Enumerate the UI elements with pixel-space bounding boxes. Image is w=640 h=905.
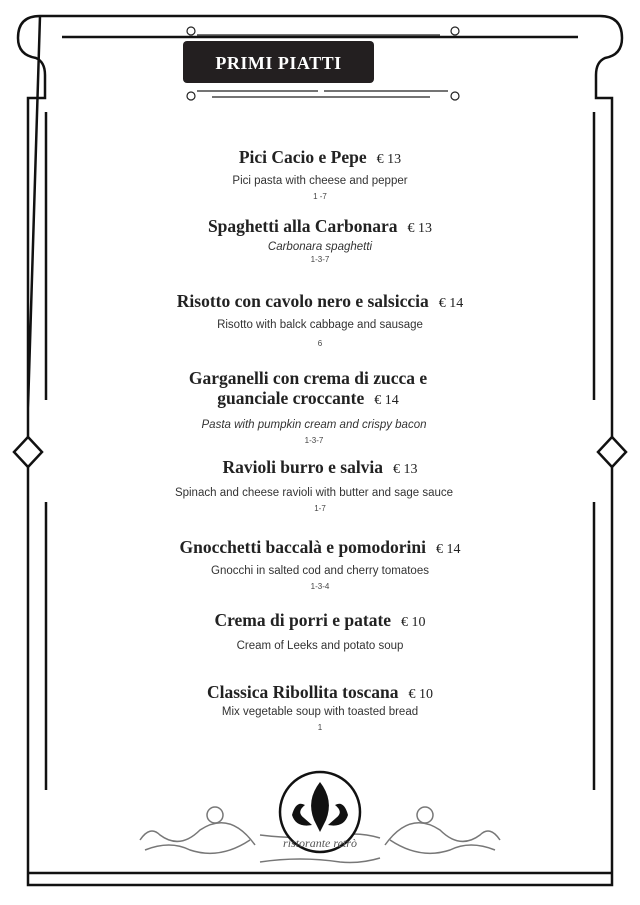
dish-name: Crema di porri e patate xyxy=(214,610,392,630)
dish-description: Carbonara spaghetti xyxy=(267,241,373,253)
dish-price: € 14 xyxy=(438,296,464,311)
dish-description: Risotto with balck cabbage and sausage xyxy=(217,319,423,331)
dish-price: € 13 xyxy=(407,221,433,236)
restaurant-logo-text: ristorante retrò xyxy=(283,836,357,850)
section-title: PRIMI PIATTI xyxy=(215,53,342,73)
dish-name: Ravioli burro e salvia xyxy=(222,457,384,477)
dish-description: Pici pasta with cheese and pepper xyxy=(232,175,408,187)
allergens: 1 -7 xyxy=(313,192,327,201)
allergens: 1-3-7 xyxy=(310,255,330,264)
menu-item xyxy=(0,537,640,592)
dish-name: Spaghetti alla Carbonara xyxy=(207,216,398,236)
allergens: 1-3-4 xyxy=(310,582,330,591)
menu-item xyxy=(0,368,628,446)
dish-description: Mix vegetable soup with toasted bread xyxy=(221,706,419,718)
menu-item xyxy=(0,147,640,202)
dish-price: € 13 xyxy=(376,152,402,167)
dish-description: Gnocchi in salted cod and cherry tomatoes xyxy=(211,565,429,577)
dish-name-line2: guanciale croccante xyxy=(217,388,365,408)
dish-name: Gnocchetti baccalà e pomodorini xyxy=(179,537,426,557)
dish-price: € 13 xyxy=(393,462,418,477)
allergens: 1-3-7 xyxy=(304,436,324,445)
allergens: 1 xyxy=(317,723,323,732)
menu-item xyxy=(0,291,640,349)
dish-price: € 10 xyxy=(408,687,434,702)
allergens: 1-7 xyxy=(314,504,326,513)
dish-name-line1: Garganelli con crema di zucca e xyxy=(188,368,428,388)
menu-item xyxy=(0,610,640,653)
menu-item xyxy=(0,682,640,733)
allergens: 6 xyxy=(317,339,323,348)
dish-name: Risotto con cavolo nero e salsiccia xyxy=(176,291,429,311)
menu-item xyxy=(0,457,640,514)
section-title-banner xyxy=(183,41,374,83)
dish-price: € 14 xyxy=(374,393,399,408)
dish-price: € 14 xyxy=(435,542,461,557)
dish-description: Spinach and cheese ravioli with butter and sage sauce xyxy=(174,487,454,499)
dish-description: Pasta with pumpkin cream and crispy bacon xyxy=(201,419,427,431)
dish-name: Pici Cacio e Pepe xyxy=(238,147,367,167)
dish-price: € 10 xyxy=(401,615,426,630)
dish-description: Cream of Leeks and potato soup xyxy=(236,640,404,652)
dish-name: Classica Ribollita toscana xyxy=(206,682,399,702)
menu-item xyxy=(0,216,640,265)
